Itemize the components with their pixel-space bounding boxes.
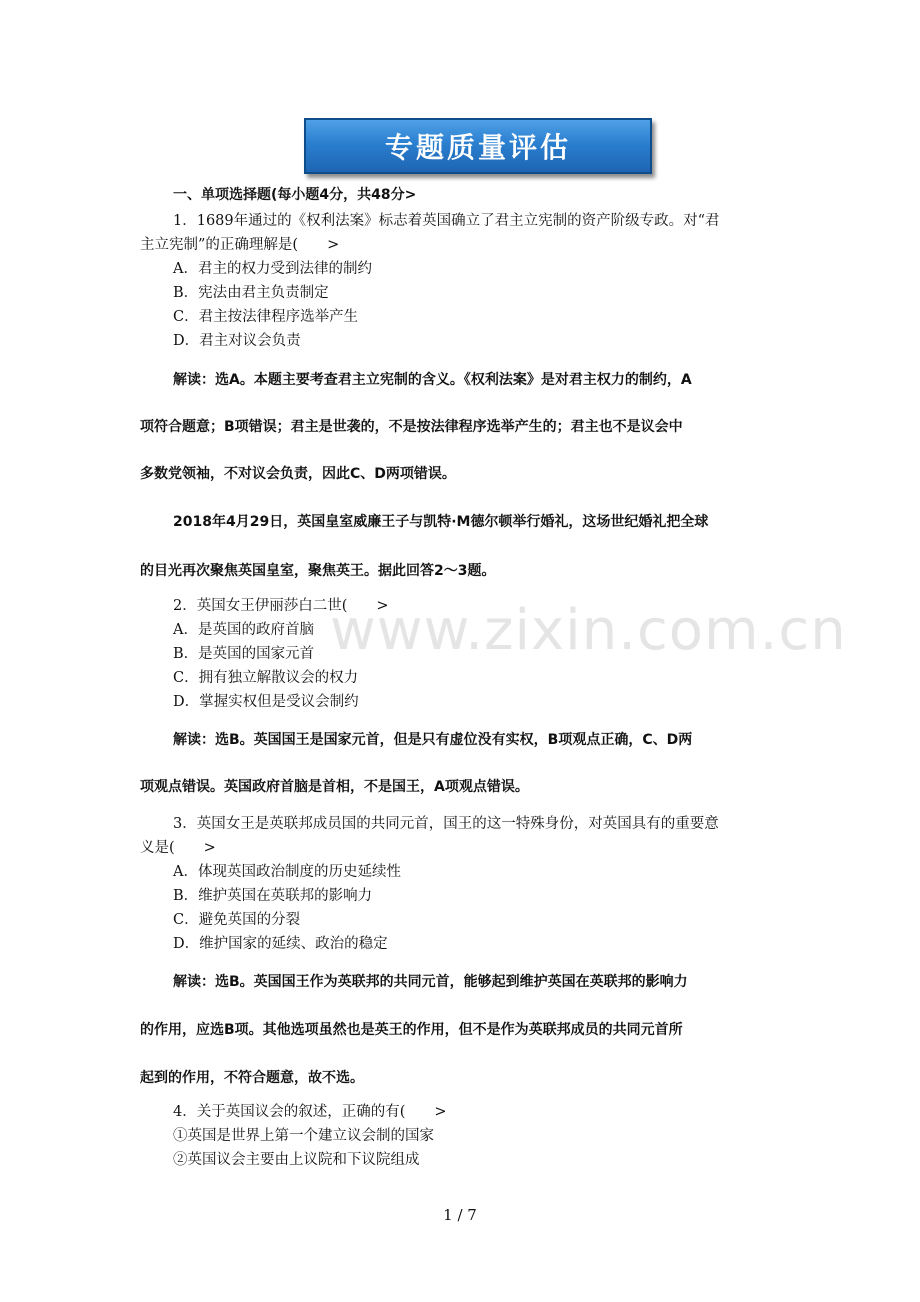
question-2-stem: 2．英国女王伊丽莎白二世( > bbox=[173, 598, 389, 614]
page-number: 1 / 7 bbox=[443, 1206, 477, 1224]
question-4-stem: 4．关于英国议会的叙述，正确的有( > bbox=[173, 1104, 447, 1120]
question-3-stem: 3．英国女王是英联邦成员国的共同元首，国王的这一特殊身份，对英国具有的重要意 bbox=[173, 816, 719, 832]
question-1-option-d: D．君主对议会负责 bbox=[173, 333, 301, 349]
answer-3-line-1: 解读：选B。英国国王作为英联邦的共同元首，能够起到维护英国在英联邦的影响力 bbox=[173, 974, 688, 990]
section-heading: 一、单项选择题(每小题4分，共48分> bbox=[173, 187, 417, 203]
answer-1-line-2: 项符合题意；B项错误；君主是世袭的，不是按法律程序选举产生的；君主也不是议会中 bbox=[140, 419, 683, 435]
question-2-option-c: C．拥有独立解散议会的权力 bbox=[173, 670, 359, 686]
question-1-stem-cont: 主立宪制”的正确理解是( > bbox=[140, 237, 340, 253]
answer-1-line-1: 解读：选A。本题主要考查君主立宪制的含义。《权利法案》是对君主权力的制约，A bbox=[173, 372, 692, 388]
question-1-stem: 1．1689年通过的《权利法案》标志着英国确立了君主立宪制的资产阶级专政。对“君 bbox=[173, 213, 720, 229]
question-3-option-c: C．避免英国的分裂 bbox=[173, 912, 301, 928]
question-3-option-a: A．体现英国政治制度的历史延续性 bbox=[173, 864, 401, 880]
title-banner bbox=[304, 118, 652, 174]
question-4-item-2: ②英国议会主要由上议院和下议院组成 bbox=[173, 1152, 420, 1168]
question-4-item-1: ①英国是世界上第一个建立议会制的国家 bbox=[173, 1128, 434, 1144]
question-1-option-b: B．宪法由君主负责制定 bbox=[173, 285, 329, 301]
material-line-2: 的目光再次聚焦英国皇室，聚焦英王。据此回答2～3题。 bbox=[140, 563, 496, 579]
question-1-option-a: A．君主的权力受到法律的制约 bbox=[173, 261, 372, 277]
question-1-option-c: C．君主按法律程序选举产生 bbox=[173, 309, 359, 325]
question-2-option-b: B．是英国的国家元首 bbox=[173, 646, 315, 662]
question-3-option-b: B．维护英国在英联邦的影响力 bbox=[173, 888, 373, 904]
question-3-stem-cont: 义是( > bbox=[140, 840, 216, 856]
answer-2-line-2: 项观点错误。英国政府首脑是首相，不是国王，A项观点错误。 bbox=[140, 779, 529, 795]
material-line-1: 2018年4月29日，英国皇室威廉王子与凯特·M德尔顿举行婚礼，这场世纪婚礼把全球 bbox=[173, 514, 709, 530]
watermark: www.zixin.com.cn bbox=[330, 598, 847, 663]
question-2-option-a: A．是英国的政府首脑 bbox=[173, 622, 314, 638]
answer-3-line-2: 的作用，应选B项。其他选项虽然也是英王的作用，但不是作为英联邦成员的共同元首所 bbox=[140, 1022, 683, 1038]
question-3-option-d: D．维护国家的延续、政治的稳定 bbox=[173, 936, 388, 952]
question-2-option-d: D．掌握实权但是受议会制约 bbox=[173, 694, 359, 710]
page-title: 专题质量评估 bbox=[384, 131, 571, 164]
answer-3-line-3: 起到的作用，不符合题意，故不选。 bbox=[140, 1070, 364, 1086]
answer-1-line-3: 多数党领袖，不对议会负责，因此C、D两项错误。 bbox=[140, 466, 456, 482]
answer-2-line-1: 解读：选B。英国国王是国家元首，但是只有虚位没有实权，B项观点正确，C、D两 bbox=[173, 732, 693, 748]
